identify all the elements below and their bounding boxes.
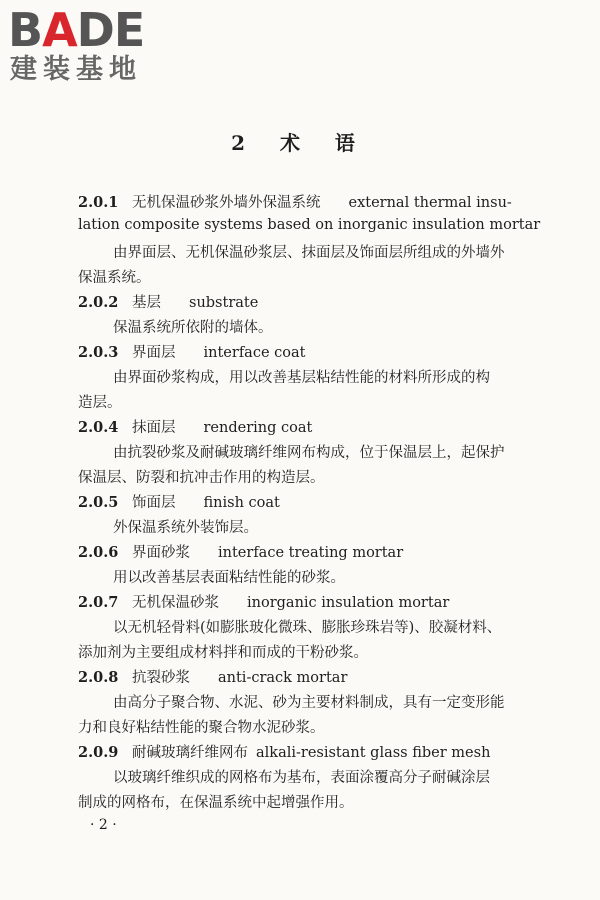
entry-heading: 2.0.8 抗裂砂浆 anti-crack mortar (78, 669, 348, 686)
entry-heading: 2.0.2 基层 substrate (78, 294, 259, 311)
entry-description-cont: 制成的网格布，在保温系统中起增强作用。 (78, 795, 354, 811)
entry-description: 外保温系统外装饰层。 (113, 520, 258, 536)
entry-description: 以无机轻骨料(如膨胀玻化微珠、膨胀珍珠岩等)、胶凝材料、 (113, 620, 502, 636)
entry-description-cont: 添加剂为主要组成材料拌和而成的干粉砂浆。 (78, 645, 368, 661)
logo-wordmark: BADE (8, 3, 145, 57)
entry-heading-cont: lation composite systems based on inorganic insulation mortar (78, 217, 541, 233)
entry-description-cont: 保温层、防裂和抗冲击作用的构造层。 (78, 470, 325, 486)
entry-description: 由界面层、无机保温砂浆层、抹面层及饰面层所组成的外墙外 (113, 245, 505, 261)
logo (4, 4, 184, 88)
entry-heading: 2.0.3 界面层 interface coat (78, 344, 306, 361)
entry-heading: 2.0.7 无机保温砂浆 inorganic insulation mortar (78, 594, 450, 611)
entry-description-cont: 造层。 (78, 395, 122, 411)
entry-description: 保温系统所依附的墙体。 (113, 320, 273, 336)
entry-description-cont: 保温系统。 (78, 270, 151, 286)
entry-heading: 2.0.4 抹面层 rendering coat (78, 419, 313, 436)
entry-heading: 2.0.6 界面砂浆 interface treating mortar (78, 544, 404, 561)
entry-heading: 2.0.9 耐碱玻璃纤维网布 alkali-resistant glass fiber mesh (78, 744, 491, 761)
entry-description: 以玻璃纤维织成的网格布为基布，表面涂覆高分子耐碱涂层 (113, 770, 490, 786)
entry-description: 由抗裂砂浆及耐碱玻璃纤维网布构成，位于保温层上，起保护 (113, 445, 505, 461)
section-title: 2 术 语 (231, 131, 369, 155)
entry-description-cont: 力和良好粘结性能的聚合物水泥砂浆。 (78, 720, 325, 736)
page-number: · 2 · (90, 817, 117, 833)
entry-description: 由高分子聚合物、水泥、砂为主要材料制成，具有一定变形能 (113, 695, 505, 711)
entry-description: 用以改善基层表面粘结性能的砂浆。 (113, 570, 345, 586)
entry-heading: 2.0.1 无机保温砂浆外墙外保温系统 external thermal insu- (78, 194, 512, 211)
logo-subtitle: 建装基地 (10, 54, 142, 85)
entry-description: 由界面砂浆构成，用以改善基层粘结性能的材料所形成的构 (113, 370, 490, 386)
entry-heading: 2.0.5 饰面层 finish coat (78, 494, 280, 511)
